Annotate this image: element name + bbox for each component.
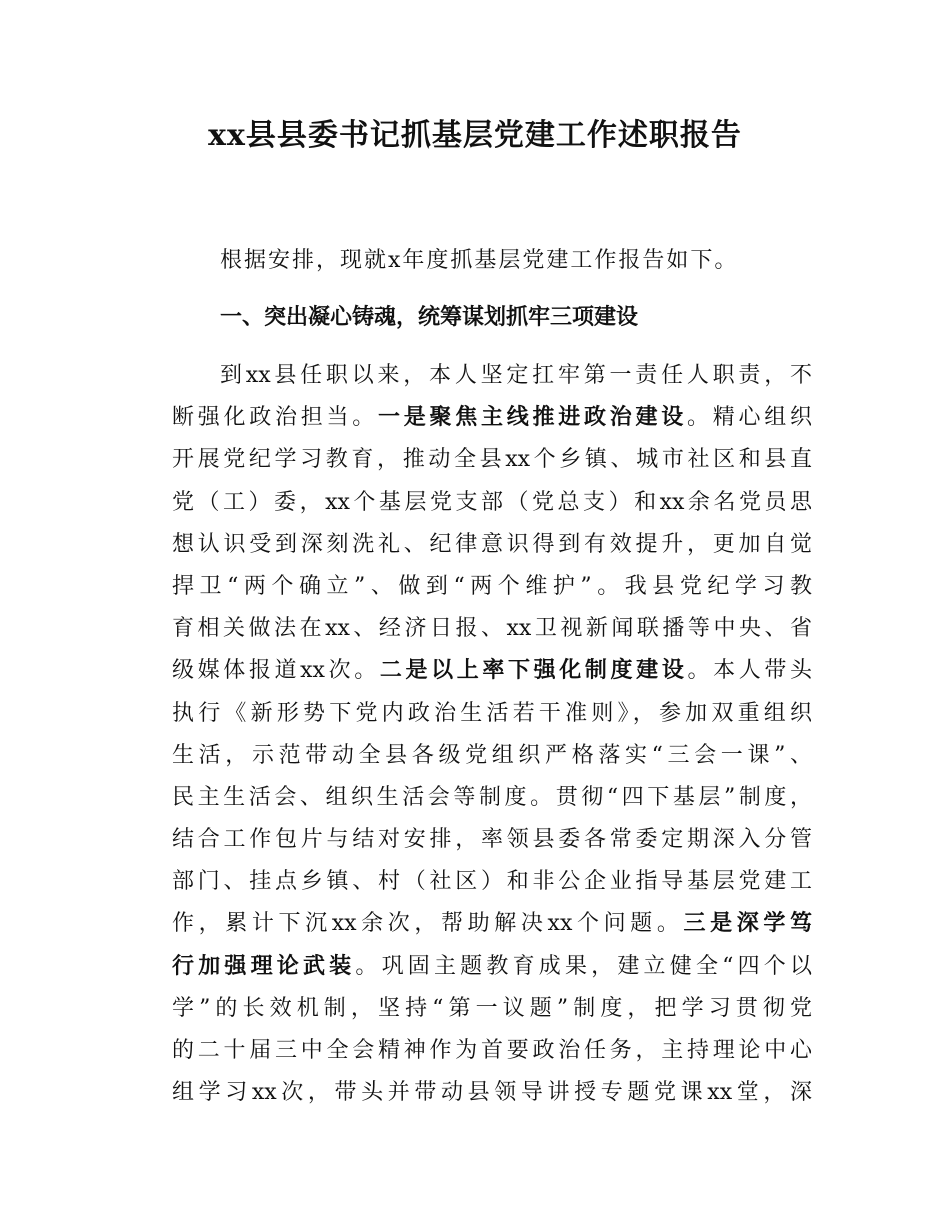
body-line <box>172 777 812 819</box>
body-line <box>172 650 812 692</box>
body-text-segment: 执行《新形势下党内政治生活若干准则》，参加双重组织 <box>172 700 812 726</box>
body-line <box>172 1030 812 1072</box>
body-line <box>172 861 812 903</box>
section-heading-1: 一、突出凝心铸魂，统筹谋划抓牢三项建设 <box>220 305 639 330</box>
bold-phrase: 三是深学笃 <box>683 911 812 937</box>
body-text-segment: 想认识受到深刻洗礼、纪律意识得到有效提升，更加自觉 <box>172 531 812 557</box>
bold-phrase: 二是以上率下强化制度建设 <box>379 658 688 684</box>
body-text-segment: 的二十届三中全会精神作为首要政治任务，主持理论中心 <box>172 1038 812 1063</box>
body-text-segment: 学”的长效机制，坚持“第一议题”制度，把学习贯彻党 <box>172 995 812 1021</box>
body-text-segment: 组学习xx次，带头并带动县领导讲授专题党课xx堂，深 <box>172 1080 812 1106</box>
body-line <box>172 693 812 735</box>
body-text-segment: 断强化政治担当。 <box>172 405 378 431</box>
body-text-segment: 。精心组织 <box>686 405 812 431</box>
body-paragraph <box>172 355 812 1114</box>
body-text-segment: 生活，示范带动全县各级党组织严格落实“三会一课”、 <box>172 742 812 768</box>
document-title: xx县县委书记抓基层党建工作述职报告 <box>208 118 742 153</box>
body-text-segment: 部门、挂点乡镇、村（社区）和非公企业指导基层党建工 <box>172 869 812 895</box>
body-line <box>172 903 812 945</box>
body-text-segment: 级媒体报道xx次。 <box>172 658 380 684</box>
body-line <box>172 819 812 861</box>
bold-phrase: 行加强理论武装 <box>172 953 356 979</box>
intro-paragraph: 根据安排，现就x年度抓基层党建工作报告如下。 <box>220 248 739 273</box>
body-line <box>172 735 812 777</box>
body-line <box>172 482 812 524</box>
body-text-segment: 作，累计下沉xx余次，帮助解决xx个问题。 <box>172 911 684 937</box>
body-line <box>172 988 812 1030</box>
body-line <box>172 397 812 439</box>
body-text-segment: 开展党纪学习教育，推动全县xx个乡镇、城市社区和县直 <box>172 447 812 473</box>
body-text-segment: 。本人带头 <box>687 658 812 684</box>
body-text-segment: 民主生活会、组织生活会等制度。贯彻“四下基层”制度， <box>172 784 812 810</box>
body-text-segment: 捍卫“两个确立”、做到“两个维护”。我县党纪学习教 <box>172 573 812 599</box>
bold-phrase: 一是聚焦主线推进政治建设 <box>378 405 687 431</box>
body-line <box>172 439 812 481</box>
body-line <box>172 566 812 608</box>
body-text-segment: 。巩固主题教育成果，建立健全“四个以 <box>355 953 812 979</box>
body-text-segment: 结合工作包片与结对安排，率领县委各常委定期深入分管 <box>172 827 812 853</box>
body-line <box>172 608 812 650</box>
body-line <box>172 1072 812 1114</box>
body-line <box>172 524 812 566</box>
body-text-segment: 育相关做法在xx、经济日报、xx卫视新闻联播等中央、省 <box>172 616 812 642</box>
body-text-segment: 到xx县任职以来，本人坚定扛牢第一责任人职责，不 <box>220 363 812 388</box>
body-text-segment: 党（工）委，xx个基层党支部（党总支）和xx余名党员思 <box>172 489 812 515</box>
body-line <box>172 946 812 988</box>
body-line <box>172 355 812 397</box>
